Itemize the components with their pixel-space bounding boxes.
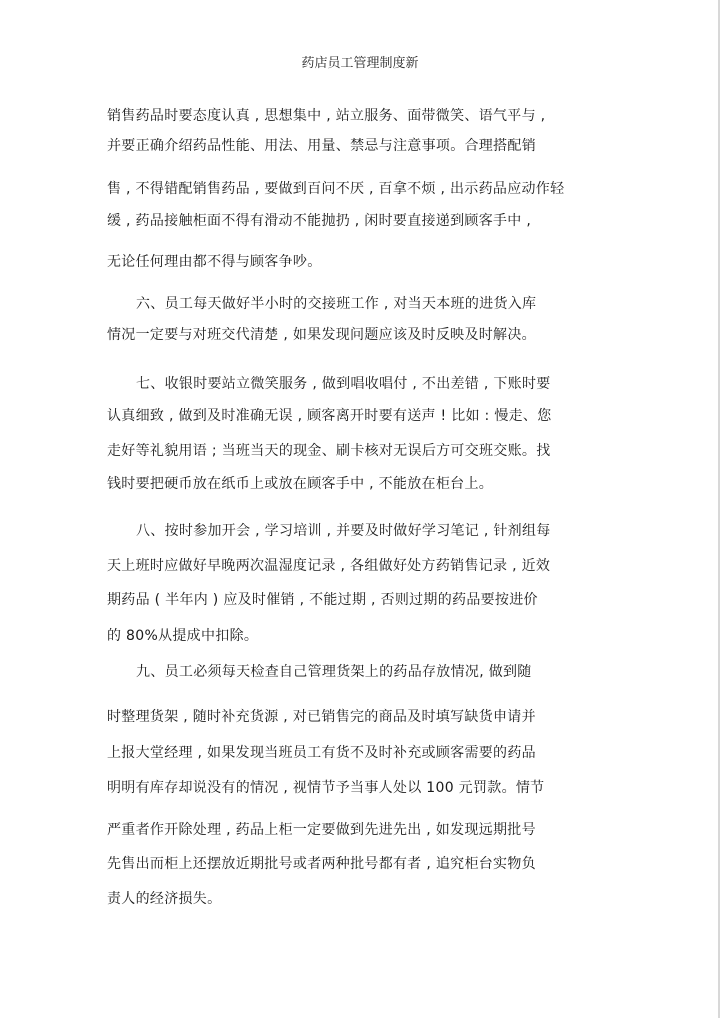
body-line: 并要正确介绍药品性能、用法、用量、禁忌与注意事项。合理搭配销 xyxy=(107,138,536,154)
body-line: 认真细致 , 做到及时准确无误 , 顾客离开时要有送声 ! 比如 : 慢走、您 xyxy=(107,408,552,424)
body-line: 时整理货架 , 随时补充货源 , 对已销售完的商品及时填写缺货申请并 xyxy=(107,709,536,725)
body-line: 期药品 ( 半年内 ) 应及时催销 , 不能过期 , 否则过期的药品要按进价 xyxy=(107,592,538,608)
document-title: 药店员工管理制度新 xyxy=(301,56,419,71)
body-line: 的 80%从提成中扣除。 xyxy=(107,628,259,644)
body-line: 售 , 不得错配销售药品 , 要做到百问不厌 , 百拿不烦 , 出示药品应动作轻 xyxy=(107,181,565,197)
body-line: 八、按时参加开会 , 学习培训 , 并要及时做好学习笔记 , 针剂组每 xyxy=(136,523,551,539)
body-line: 无论任何理由都不得与顾客争吵。 xyxy=(107,254,322,270)
body-line: 上报大堂经理 , 如果发现当班员工有货不及时补充或顾客需要的药品 xyxy=(107,745,536,761)
body-line: 责人的经济损失。 xyxy=(107,891,222,907)
body-line: 六、员工每天做好半小时的交接班工作 , 对当天本班的进货入库 xyxy=(136,296,537,312)
body-line: 情况一定要与对班交代清楚 , 如果发现问题应该及时反映及时解决。 xyxy=(107,327,536,343)
body-line: 缓 , 药品接触柜面不得有滑动不能抛扔 , 闲时要直接递到顾客手中 , xyxy=(107,213,532,229)
body-line: 九、员工必须每天检查自己管理货架上的药品存放情况, 做到随 xyxy=(136,664,532,680)
body-line: 钱时要把硬币放在纸币上或放在顾客手中 , 不能放在柜台上。 xyxy=(107,476,494,492)
body-line: 天上班时应做好早晚两次温湿度记录 , 各组做好处方药销售记录 , 近效 xyxy=(107,558,551,574)
body-line: 严重者作开除处理 , 药品上柜一定要做到先进先出 , 如发现远期批号 xyxy=(107,822,536,838)
body-line: 明明有库存却说没有的情况 , 视情节予当事人处以 100 元罚款。情节 xyxy=(107,780,545,796)
body-line: 走好等礼貌用语 ; 当班当天的现金、刷卡核对无误后方可交班交账。找 xyxy=(107,443,551,459)
body-line: 先售出而柜上还摆放近期批号或者两种批号都有者 , 追究柜台实物负 xyxy=(107,856,536,872)
body-line: 销售药品时要态度认真 , 思想集中 , 站立服务、面带微笑、语气平与 , xyxy=(107,108,546,124)
body-line: 七、收银时要站立微笑服务 , 做到唱收唱付 , 不出差错 , 下账时要 xyxy=(136,376,551,392)
